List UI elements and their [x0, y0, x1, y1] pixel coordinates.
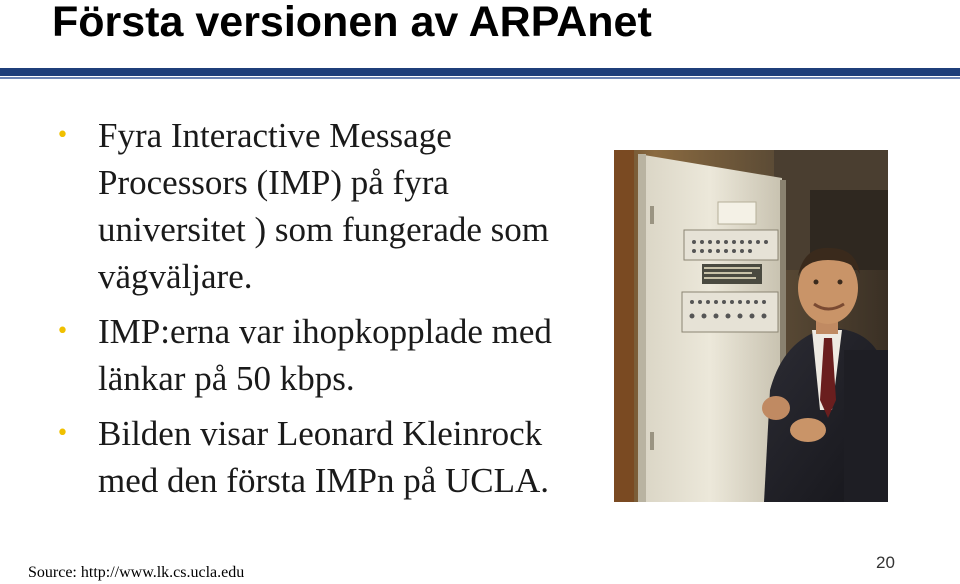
bullet-icon: • [56, 319, 69, 344]
slide-title: Första versionen av ARPAnet [52, 0, 652, 46]
source-citation: Source: http://www.lk.cs.ucla.edu [28, 564, 245, 581]
bullet-item [52, 308, 572, 402]
bullet-list [52, 112, 572, 512]
bullet-text: IMP:erna var ihopkopplade med länkar på 50 kbps. [98, 312, 552, 398]
bullet-text: Fyra Interactive Message Processors (IMP) på fyra universitet ) som fungerade som vägväljare. [98, 116, 550, 296]
kleinrock-imp-photo [614, 150, 888, 502]
bullet-icon: • [56, 123, 69, 148]
page-number: 20 [876, 553, 895, 572]
bullet-item [52, 410, 572, 504]
title-divider [0, 68, 960, 80]
bullet-text: Bilden visar Leonard Kleinrock med den första IMPn på UCLA. [98, 414, 550, 500]
bullet-icon: • [56, 421, 69, 446]
bullet-item [52, 112, 572, 300]
